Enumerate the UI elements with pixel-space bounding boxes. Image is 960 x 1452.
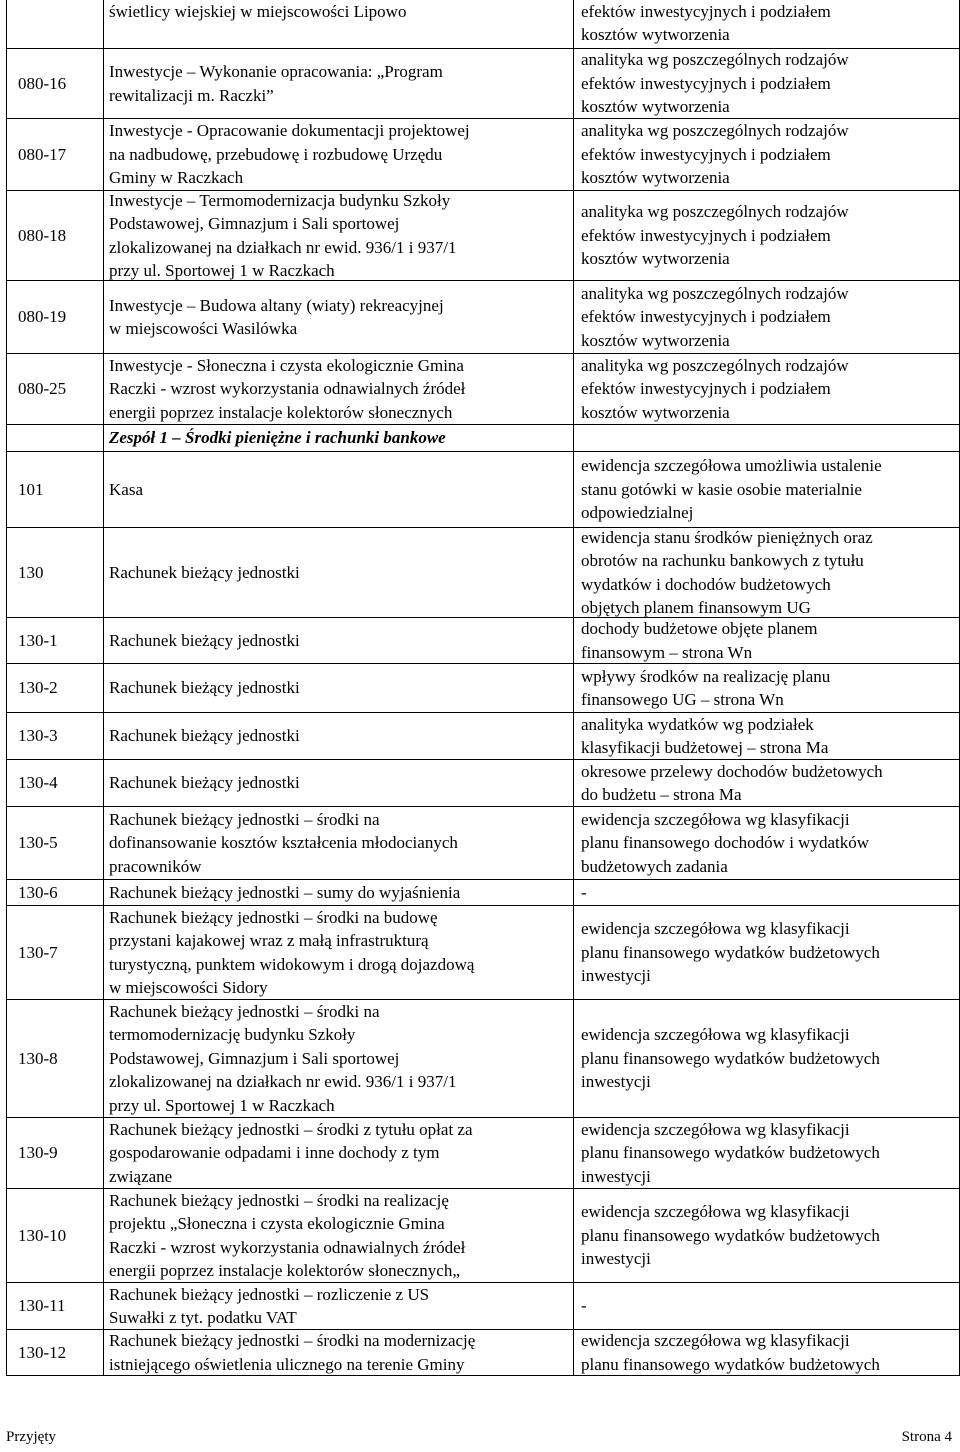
account-name-line: Rachunek bieżący jednostki – środki na [109,1001,380,1021]
account-name-line: w miejscowości Sidory [109,977,268,997]
account-description-line: ewidencja szczegółowa wg klasyfikacji [581,1202,850,1222]
account-code [18,425,103,451]
account-description-line: dochody budżetowe objęte planem [581,619,818,639]
account-name-line: Podstawowej, Gimnazjum i Sali sportowej [109,214,400,234]
account-description-line: objętych planem finansowym UG [581,597,811,617]
account-name-line: zlokalizowanej na działkach nr ewid. 936/1 i 937/1 [109,237,457,257]
account-name-line: Inwestycje – Budowa altany (wiaty) rekreacyjnej [109,295,444,315]
account-plan-table [6,0,960,1376]
account-name-line: Rachunek bieżący jednostki – środki na modernizację [109,1331,476,1351]
table-row [6,807,960,880]
account-name-line: gospodarowanie odpadami i inne dochody z tym [109,1143,440,1163]
account-description-line: planu finansowego wydatków budżetowych [581,1143,880,1163]
account-description-line: ewidencja szczegółowa wg klasyfikacji [581,1331,850,1351]
account-description-line: efektów inwestycyjnych i podziałem [581,307,831,327]
account-name-line: Rachunek bieżący jednostki – środki na realizację [109,1190,449,1210]
account-description-line: kosztów wytworzenia [581,402,730,422]
account-code: 130 [18,562,44,582]
account-name-line: rewitalizacji m. Raczki” [109,85,274,105]
account-name-line: przy ul. Sportowej 1 w Raczkach [109,1095,335,1115]
account-name-line: Rachunek bieżący jednostki [109,562,300,582]
account-name [109,452,569,527]
account-name-line: Rachunek bieżący jednostki – środki na [109,809,380,829]
account-description-line: planu finansowego dochodów i wydatków [581,833,870,853]
account-name [109,618,569,663]
table-row [6,528,960,618]
account-description [581,281,956,353]
account-name-line: Inwestycje - Słoneczna i czysta ekologicznie Gmina [109,355,464,375]
account-code: 080-18 [18,225,67,245]
table-row [6,760,960,807]
account-code [18,0,103,48]
account-description-line: - [581,882,587,902]
account-description-line: planu finansowego wydatków budżetowych [581,1225,880,1245]
account-description-line: efektów inwestycyjnych i podziałem [581,2,831,21]
account-name-line: Raczki - wzrost wykorzystania odnawialnych źródeł [109,1237,466,1257]
table-row [6,119,960,191]
account-description [581,1330,956,1375]
account-description-line: kosztów wytworzenia [581,330,730,350]
account-description-line: analityka wg poszczególnych rodzajów [581,121,849,141]
account-name-line: Zespół 1 – Środki pieniężne i rachunki bankowe [109,428,446,448]
account-name [109,713,569,759]
account-description-line: stanu gotówki w kasie osobie materialnie [581,479,862,499]
account-description-line: - [581,1296,587,1316]
account-description-line: efektów inwestycyjnych i podziałem [581,225,831,245]
table-row [6,452,960,528]
account-description [581,664,956,712]
account-code: 130-11 [18,1296,66,1316]
table-row [6,906,960,1000]
account-name-line: Inwestycje – Wykonanie opracowania: „Program [109,62,443,82]
account-name [109,760,569,806]
account-code: 101 [18,479,44,499]
table-row [6,713,960,760]
account-name-line: Rachunek bieżący jednostki – środki na budowę [109,907,438,927]
account-name-line: przy ul. Sportowej 1 w Raczkach [109,260,335,280]
col-divider-2 [573,0,574,1376]
account-description [581,1118,956,1188]
table-row [6,49,960,119]
table-row [6,191,960,281]
account-code: 080-25 [18,379,67,399]
account-description-line: analityka wg poszczególnych rodzajów [581,283,849,303]
account-description [581,618,956,663]
account-description-line: kosztów wytworzenia [581,25,730,45]
account-description [581,713,956,759]
table-row [6,1118,960,1189]
account-description-line: analityka wg poszczególnych rodzajów [581,355,849,375]
account-name-line: Rachunek bieżący jednostki [109,678,300,698]
table-row [6,1000,960,1118]
account-name [109,1283,569,1329]
account-description-line: planu finansowego wydatków budżetowych [581,1048,880,1068]
account-code: 130-6 [18,882,58,902]
account-description-line: planu finansowego wydatków budżetowych [581,942,880,962]
table-row [6,1283,960,1330]
account-description-line: inwestycji [581,1072,651,1092]
account-name [109,807,569,879]
account-name [109,0,569,48]
account-name-line: w miejscowości Wasilówka [109,319,298,338]
account-name [109,528,569,617]
account-name-line: Suwałki z tyt. podatku VAT [109,1308,297,1327]
account-code: 080-17 [18,144,67,164]
account-description-line: inwestycji [581,1249,651,1269]
account-name [109,354,569,424]
account-name-line: energii poprzez instalacje kolektorów słonecznych [109,402,453,422]
account-description [581,807,956,879]
account-name-line: Inwestycje – Termomodernizacja budynku Szkoły [109,190,451,210]
account-description-line: odpowiedzialnej [581,503,694,523]
table-row [6,880,960,906]
account-code: 130-4 [18,773,58,793]
table-row [6,1189,960,1283]
account-name-line: Rachunek bieżący jednostki [109,726,300,746]
account-description [581,1189,956,1282]
account-description [581,119,956,190]
footer-page-number: Strona 4 [901,1429,952,1445]
account-name [109,664,569,712]
account-description-line: inwestycji [581,1166,651,1186]
account-name [109,1000,569,1117]
account-description-line: kosztów wytworzenia [581,97,730,117]
account-code: 130-7 [18,942,58,962]
account-name-line: Kasa [109,479,143,499]
account-name-line: projektu „Słoneczna i czysta ekologicznie Gmina [109,1214,445,1234]
account-description [581,528,956,617]
account-name-line: świetlicy wiejskiej w miejscowości Lipowo [109,2,407,21]
account-code: 130-3 [18,726,58,746]
col-divider-1 [103,0,104,1376]
account-code: 130-8 [18,1048,58,1068]
account-code: 130-1 [18,630,58,650]
account-description-line: do budżetu – strona Ma [581,785,742,804]
account-name [109,880,569,905]
account-description-line: ewidencja szczegółowa wg klasyfikacji [581,919,850,939]
account-description-line: ewidencja szczegółowa wg klasyfikacji [581,809,850,829]
account-name-line: istniejącego oświetlenia ulicznego na terenie Gminy [109,1354,465,1374]
account-code: 130-5 [18,833,58,853]
account-code: 130-10 [18,1225,67,1245]
account-description-line: analityka wydatków wg podziałek [581,714,814,734]
account-description-line: analityka wg poszczególnych rodzajów [581,202,849,222]
table-row [6,0,960,49]
account-name-line: Rachunek bieżący jednostki [109,773,300,793]
account-description [581,880,956,905]
account-name-line: pracowników [109,856,202,876]
account-name [109,1330,569,1375]
account-description-line: analityka wg poszczególnych rodzajów [581,50,849,70]
account-description-line: obrotów na rachunku bankowych z tytułu [581,551,864,571]
account-name-line: Rachunek bieżący jednostki [109,630,300,650]
footer-left: Przyjęty [6,1429,56,1445]
account-name [109,281,569,353]
account-description-line: inwestycji [581,966,651,986]
account-description [581,906,956,999]
account-description-line: kosztów wytworzenia [581,168,730,188]
account-name [109,425,569,451]
account-description [581,760,956,806]
account-code: 080-16 [18,73,67,93]
account-name-line: na nadbudowę, przebudowę i rozbudowę Urzędu [109,144,443,164]
table-row [6,1330,960,1376]
account-name-line: Inwestycje - Opracowanie dokumentacji projektowej [109,121,470,141]
account-description [581,191,956,280]
account-name [109,906,569,999]
account-name-line: Raczki - wzrost wykorzystania odnawialnych źródeł [109,379,466,399]
account-description-line: ewidencja szczegółowa wg klasyfikacji [581,1119,850,1139]
account-description [581,49,956,118]
account-name [109,1189,569,1282]
table-row [6,281,960,354]
table-row [6,664,960,713]
account-description [581,452,956,527]
table-row [6,354,960,425]
account-description-line: efektów inwestycyjnych i podziałem [581,73,831,93]
account-code: 130-2 [18,678,58,698]
account-name [109,1118,569,1188]
account-description [581,1000,956,1117]
account-code: 130-9 [18,1143,58,1163]
account-description-line: finansowym – strona Wn [581,642,753,662]
account-description [581,354,956,424]
account-description-line: ewidencja stanu środków pieniężnych oraz [581,527,873,547]
account-description-line: kosztów wytworzenia [581,249,730,269]
account-name-line: termomodernizację budynku Szkoły [109,1025,356,1045]
account-description-line: finansowego UG – strona Wn [581,690,784,709]
account-description-line: efektów inwestycyjnych i podziałem [581,379,831,399]
account-description-line: wydatków i dochodów budżetowych [581,574,831,594]
account-name-line: Rachunek bieżący jednostki – rozliczenie z US [109,1284,430,1304]
account-name-line: Podstawowej, Gimnazjum i Sali sportowej [109,1048,400,1068]
account-name-line: przystani kajakowej wraz z małą infrastrukturą [109,931,429,951]
account-name-line: Rachunek bieżący jednostki – sumy do wyjaśnienia [109,882,461,902]
account-description [581,425,956,451]
account-name-line: Rachunek bieżący jednostki – środki z tytułu opłat za [109,1119,473,1139]
account-name-line: związane [109,1166,173,1186]
account-description-line: ewidencja szczegółowa umożliwia ustalenie [581,456,882,476]
account-name-line: turystyczną, punktem widokowym i drogą dojazdową [109,954,475,974]
account-name-line: zlokalizowanej na działkach nr ewid. 936/1 i 937/1 [109,1072,457,1092]
account-name-line: Gminy w Raczkach [109,168,244,188]
account-description-line: okresowe przelewy dochodów budżetowych [581,761,883,781]
account-description-line: klasyfikacji budżetowej – strona Ma [581,738,829,757]
account-description [581,1283,956,1329]
account-description-line: wpływy środków na realizację planu [581,666,831,686]
account-code: 080-19 [18,307,67,327]
left-border [6,0,7,1376]
account-description [581,0,956,48]
table-row [6,425,960,452]
account-name [109,119,569,190]
account-description-line: budżetowych zadania [581,856,728,876]
account-code: 130-12 [18,1342,67,1362]
account-description-line: efektów inwestycyjnych i podziałem [581,144,831,164]
account-description-line: ewidencja szczegółowa wg klasyfikacji [581,1025,850,1045]
account-name-line: energii poprzez instalacje kolektorów słonecznych„ [109,1260,460,1280]
table-row [6,618,960,664]
account-name [109,191,569,280]
account-description-line: planu finansowego wydatków budżetowych [581,1354,880,1374]
account-name-line: dofinansowanie kosztów kształcenia młodocianych [109,833,458,853]
account-name [109,49,569,118]
